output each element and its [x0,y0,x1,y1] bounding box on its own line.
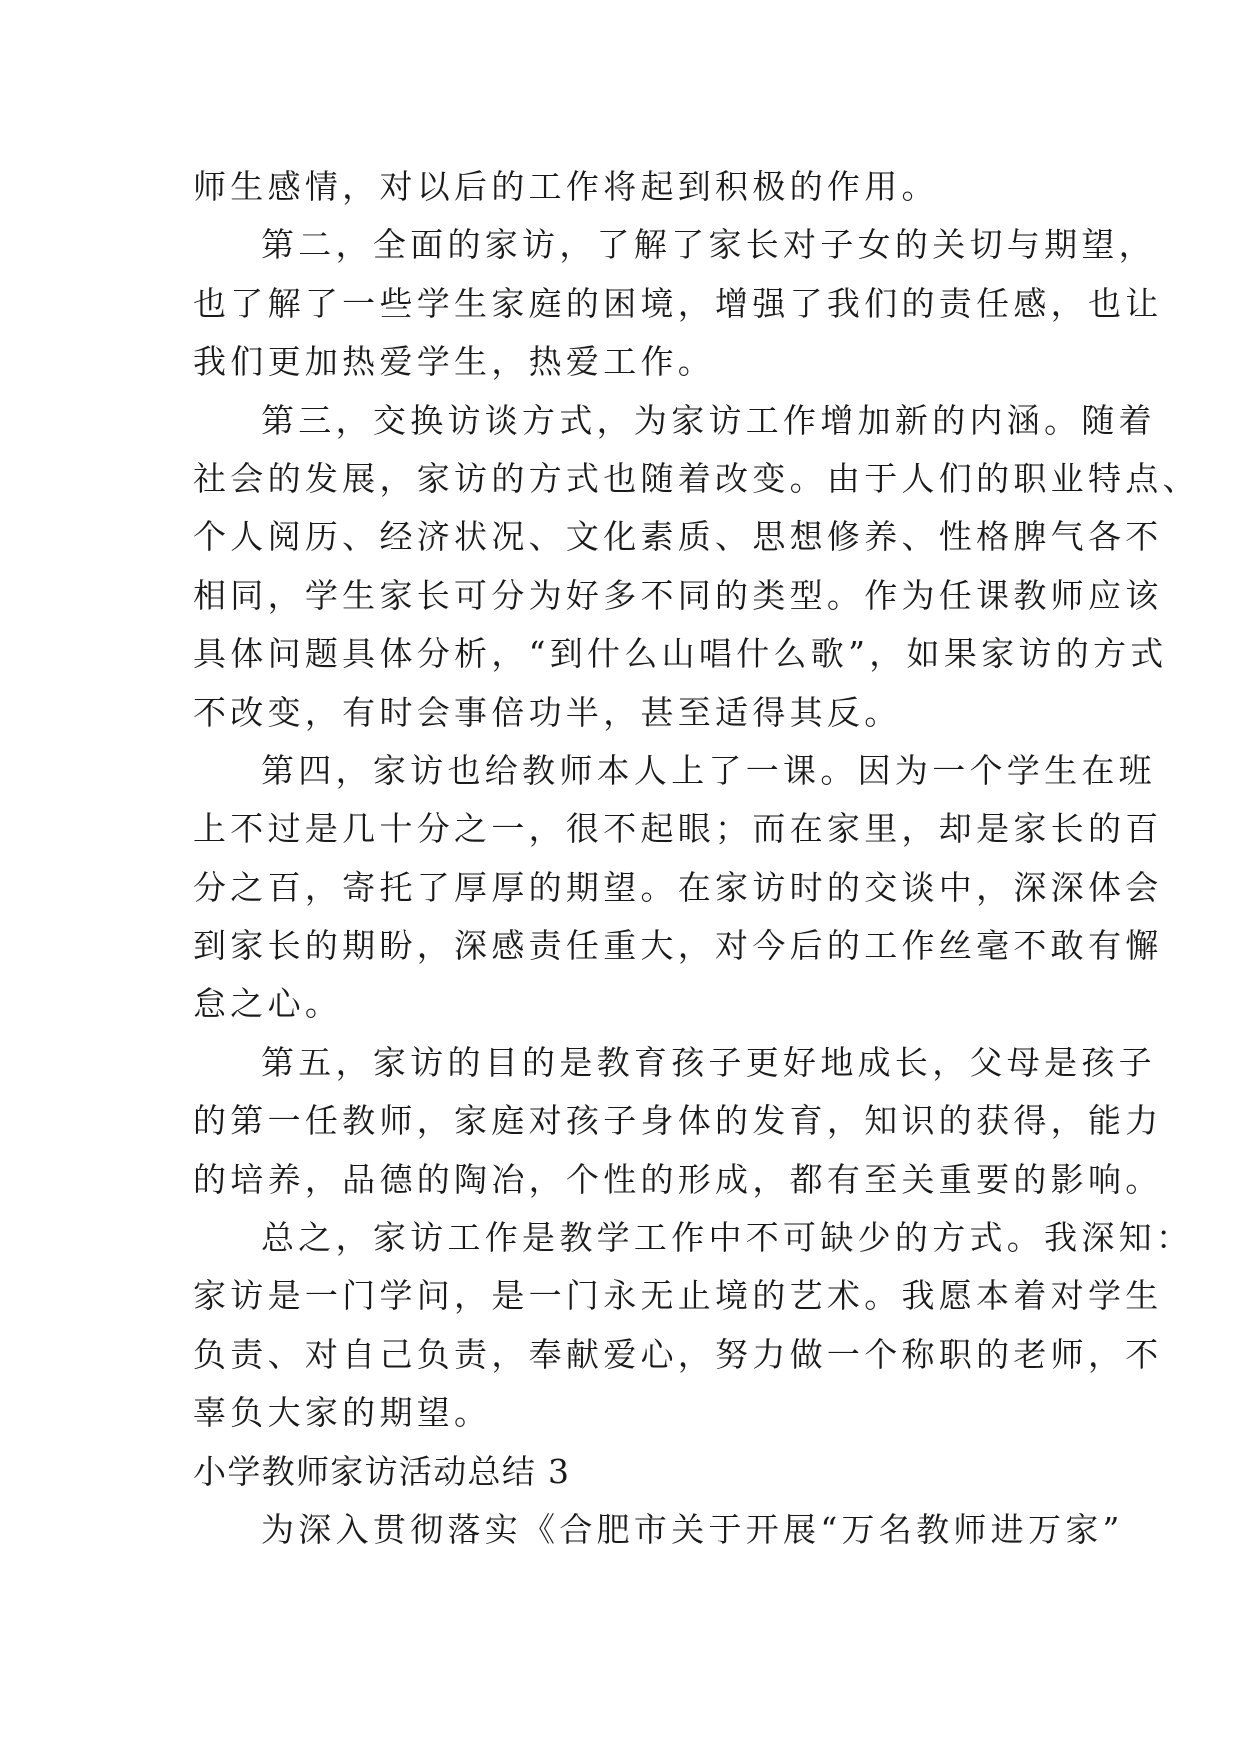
paragraph-line: 家访是一门学问，是一门永无止境的艺术。我愿本着对学生 [193,1276,1163,1316]
paragraph-line: 师生感情，对以后的工作将起到积极的作用。 [193,167,939,206]
paragraph-line: 相同，学生家长可分为好多不同的类型。作为任课教师应该 [193,575,1163,615]
paragraph-line: 怠之心。 [193,984,343,1024]
paragraph-line: 不改变，有时会事倍功半，甚至适得其反。 [193,692,902,732]
paragraph-line: 分之百，寄托了厚厚的期望。在家访时的交谈中，深深体会 [193,867,1163,907]
paragraph-line: 第三，交换访谈方式，为家访工作增加新的内涵。随着 [261,400,1156,440]
paragraph-line: 总之，家访工作是教学工作中不可缺少的方式。我深知： [261,1218,1194,1258]
paragraph-line: 我们更加热爱学生，热爱工作。 [193,342,716,382]
section-heading: 小学教师家访活动总结 3 [193,1451,571,1491]
paragraph-line: 上不过是几十分之一，很不起眼；而在家里，却是家长的百 [193,809,1163,849]
paragraph-line: 为深入贯彻落实《合肥市关于开展“万名教师进万家” [261,1509,1124,1549]
paragraph-line: 的第一任教师，家庭对孩子身体的发育，知识的获得，能力 [193,1101,1163,1141]
paragraph-line: 个人阅历、经济状况、文化素质、思想修养、性格脾气各不 [193,517,1163,557]
paragraph-line: 具体问题具体分析，“到什么山唱什么歌”，如果家访的方式 [193,634,1168,674]
paragraph-line: 第二，全面的家访，了解了家长对子女的关切与期望， [261,225,1156,265]
paragraph-line: 第四，家访也给教师本人上了一课。因为一个学生在班 [261,750,1156,790]
paragraph-line: 负责、对自己负责，奉献爱心，努力做一个称职的老师，不 [193,1334,1163,1374]
paragraph-line: 社会的发展，家访的方式也随着改变。由于人们的职业特点、 [193,458,1200,498]
paragraph-line: 的培养，品德的陶冶，个性的形成，都有至关重要的影响。 [193,1159,1163,1199]
paragraph-line: 到家长的期盼，深感责任重大，对今后的工作丝毫不敢有懈 [193,926,1163,966]
paragraph-line: 辜负大家的期望。 [193,1393,492,1433]
paragraph-line: 也了解了一些学生家庭的困境，增强了我们的责任感，也让 [193,283,1163,323]
document-body [193,158,1200,1559]
paragraph-line: 第五，家访的目的是教育孩子更好地成长，父母是孩子 [261,1042,1156,1082]
